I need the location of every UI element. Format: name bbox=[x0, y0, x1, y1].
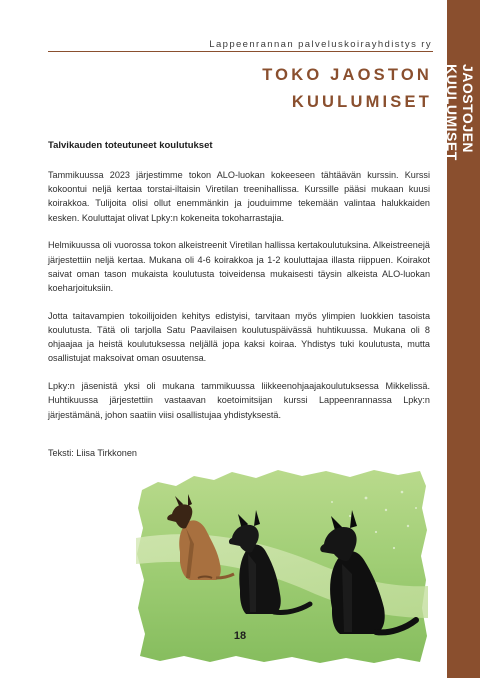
author-credit: Teksti: Liisa Tirkkonen bbox=[48, 448, 137, 458]
paragraph: Helmikuussa oli vuorossa tokon alkeistreenit Viretilan hallissa kertakoulutuksina. Alkeistreenejä järjestettiin neljä kertaa. Mukana oli 4-6 koirakkoa ja 1-2 kouluttajaa illasta riippuen. Koirakot saivat oman tason mukaista koulutusta toiveidensa mukaisesti täysin alkeista ALO-luokan koeharjoituksiin. bbox=[48, 240, 430, 294]
paragraph: Tammikuussa 2023 järjestimme tokon ALO-luokan kokeeseen tähtäävän kurssin. Kurssi kokoontui neljä kertaa torstai-iltaisin Viretilan treenihallissa. Kurssille pääsi mukaan kuusi koirakkoa. Tulijoita olisi ollut enemmänkin ja jouduimme tekemään valintaa halukkaiden kesken. Kouluttajat olivat Lpky:n kokeneita tokoharrastajia. bbox=[48, 170, 430, 223]
organization-name: Lappeenrannan palveluskoirayhdistys ry bbox=[209, 39, 432, 50]
article-title-line-2: KUULUMISET bbox=[291, 93, 432, 111]
article-title bbox=[172, 62, 432, 116]
header-divider bbox=[48, 51, 433, 52]
article-body bbox=[48, 168, 430, 435]
section-heading: Talvikauden toteutuneet koulutukset bbox=[48, 140, 213, 151]
paragraph: Lpky:n jäsenistä yksi oli mukana tammikuussa liikkeenohjaajakoulutuksessa Mikkelissä. Huhtikuussa järjestettiin vastaavan koetoimitsijan kurssi Lappeenrannassa Lpky:n järjestämänä, johon saatiin viisi osallistujaa yhdistyksestä. bbox=[48, 381, 430, 420]
article-title-line-1: TOKO JAOSTON bbox=[262, 66, 432, 84]
section-tab-label: JAOSTOJEN KUULUMISET bbox=[444, 64, 476, 161]
paragraph: Jotta taitavampien tokoilijoiden kehitys edistyisi, tarvitaan myös ylimpien luokkien tasoista koulutusta. Tätä oli tarjolla Satu Paavilaisen koulutuspäivässä huhtikuussa. Mukana oli 8 ohjaajaa ja heistä koulutuksessa neljällä jopa kaksi koiraa. Yhdistys tuki koulutusta, mutta osallistujat maksoivat oman osuutensa. bbox=[48, 310, 430, 364]
page-number: 18 bbox=[233, 630, 247, 642]
